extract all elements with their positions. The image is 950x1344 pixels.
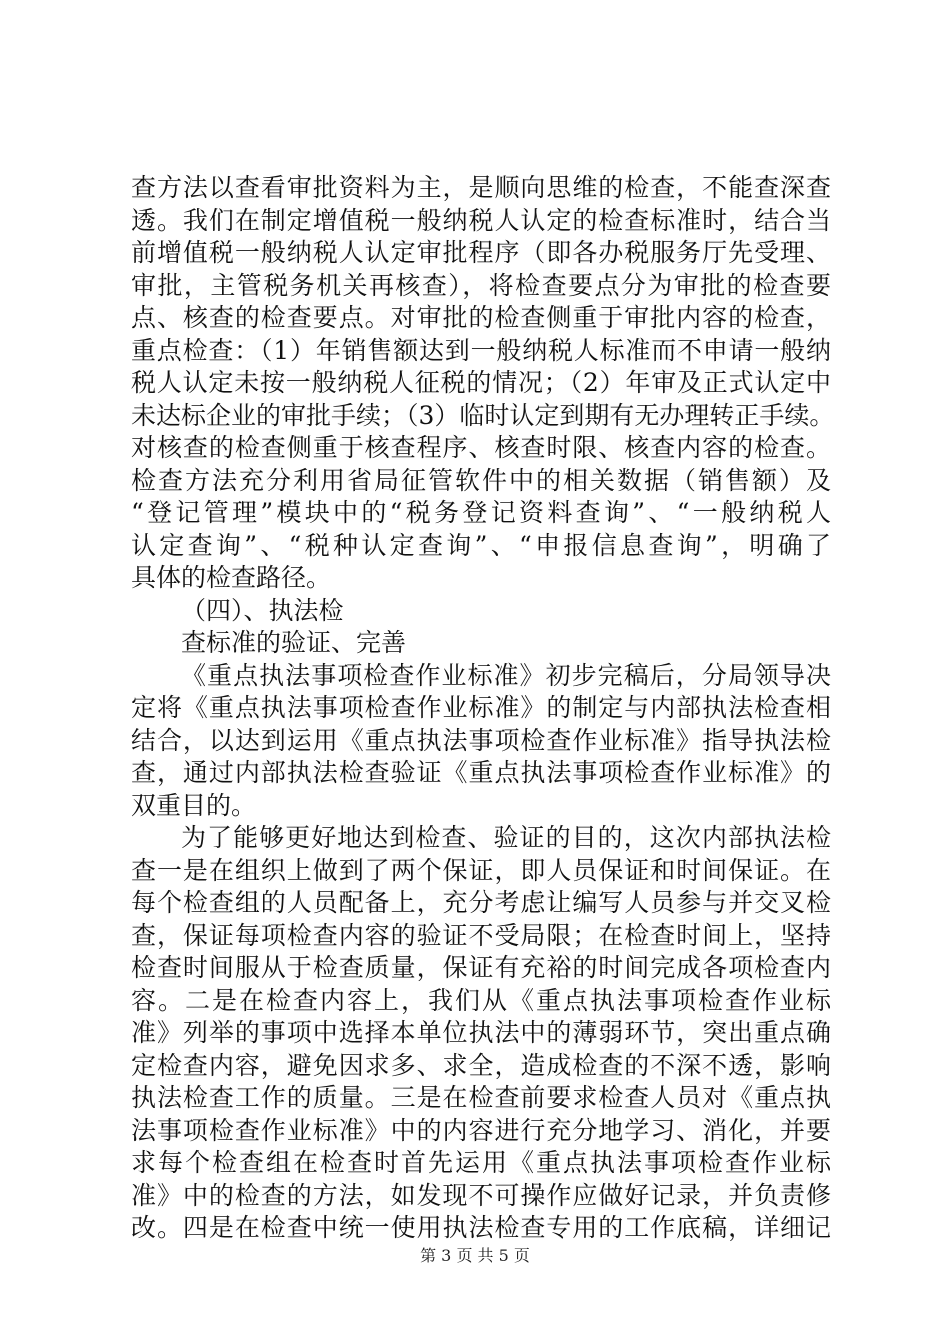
text-line: 审批，主管税务机关再核查），将检查要点分为审批的检查要 [131,270,831,300]
section-heading: （四）、执法检 [181,595,344,625]
text-line: 查，通过内部执法检查验证《重点执法事项检查作业标准》的 [131,758,831,787]
text-line: 对核查的检查侧重于核查程序、核查时限、核查内容的检查。 [131,433,831,462]
text-line: 检查时间服从于检查质量，保证有充裕的时间完成各项检查内 [131,953,831,982]
text-line: 定检查内容，避免因求多、求全，造成检查的不深不透，影响 [131,1050,831,1080]
text-line: “登记管理”模块中的“税务登记资料查询”、“一般纳税人 [131,498,831,527]
text-line: 结合，以达到运用《重点执法事项检查作业标准》指导执法检 [131,725,831,755]
text-line: 透。我们在制定增值税一般纳税人认定的检查标准时，结合当 [131,205,831,235]
paragraph-start: 《重点执法事项检查作业标准》初步完稿后，分局领导决 [181,660,831,690]
text-line: 点、核查的检查要点。对审批的检查侧重于审批内容的检查， [131,303,831,332]
section-heading-continued: 查标准的验证、完善 [181,628,407,657]
text-line: 查一是在组织上做到了两个保证，即人员保证和时间保证。在 [131,855,831,885]
text-line: 认定查询”、“税种认定查询”、“申报信息查询”，明确了 [131,530,831,560]
text-line: 求每个检查组在检查时首先运用《重点执法事项检查作业标 [131,1148,831,1177]
text-line: 检查方法充分利用省局征管软件中的相关数据（销售额）及 [131,465,831,495]
text-line: 具体的检查路径。 [131,563,332,592]
text-line: 定将《重点执法事项检查作业标准》的制定与内部执法检查相 [131,693,831,722]
text-line: 查方法以查看审批资料为主，是顺向思维的检查，不能查深查 [131,173,831,202]
text-line: 税人认定未按一般纳税人征税的情况；（2）年审及正式认定中 [131,368,831,397]
paragraph-start: 为了能够更好地达到检查、验证的目的，这次内部执法检 [181,823,831,852]
text-line: 容。二是在检查内容上，我们从《重点执法事项检查作业标 [131,985,831,1015]
text-line: 查，保证每项检查内容的验证不受局限；在检查时间上，坚持 [131,920,831,950]
text-line: 法事项检查作业标准》中的内容进行充分地学习、消化，并要 [131,1115,831,1145]
text-line: 重点检查：（1）年销售额达到一般纳税人标准而不申请一般纳 [131,335,831,365]
text-line: 每个检查组的人员配备上，充分考虑让编写人员参与并交叉检 [131,888,831,917]
text-line: 准》列举的事项中选择本单位执法中的薄弱环节，突出重点确 [131,1018,831,1047]
text-line: 双重目的。 [131,790,257,820]
text-line: 前增值税一般纳税人认定审批程序（即各办税服务厅先受理、 [131,238,831,267]
body-text [131,172,835,1245]
page-number-footer: 第 3 页 共 5 页 [420,1246,530,1265]
text-line: 准》中的检查的方法，如发现不可操作应做好记录，并负责修 [131,1180,831,1210]
text-line: 执法检查工作的质量。三是在检查前要求检查人员对《重点执 [131,1083,831,1112]
text-line: 未达标企业的审批手续；（3）临时认定到期有无办理转正手续。 [131,400,835,430]
text-line: 改。四是在检查中统一使用执法检查专用的工作底稿，详细记 [131,1213,831,1242]
